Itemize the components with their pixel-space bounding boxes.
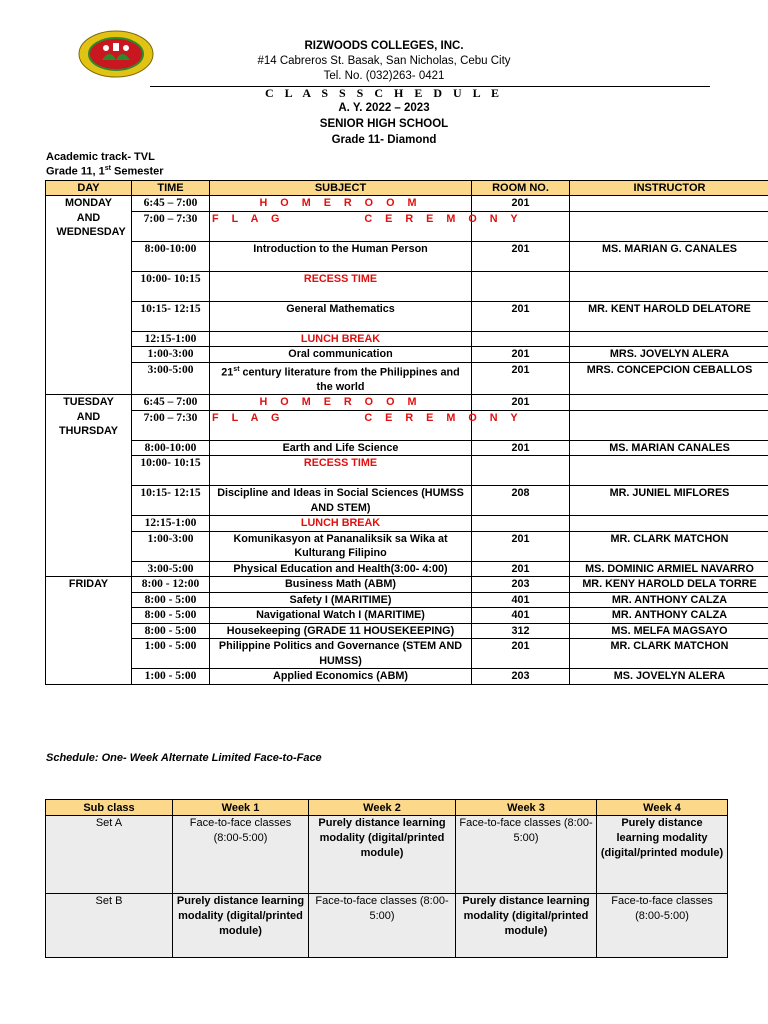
- header-subclass: Sub class: [46, 800, 173, 816]
- subject-cell: Physical Education and Health(3:00- 4:00): [210, 561, 472, 577]
- room-cell: 208: [472, 486, 570, 516]
- table-row: [46, 456, 768, 486]
- table-row: [46, 592, 768, 608]
- table-row: [46, 395, 768, 411]
- week-cell: Purely distance learning modality (digital/printed module): [597, 816, 728, 894]
- school-telephone: Tel. No. (032)263- 0421: [323, 70, 445, 82]
- alternate-schedule-table: [45, 799, 728, 958]
- subject-cell: F L A G C E R E M O N Y: [210, 211, 472, 241]
- subject-cell: Applied Economics (ABM): [210, 669, 472, 685]
- subject-cell: H O M E R O O M: [210, 395, 472, 411]
- instructor-cell: MRS. CONCEPCION CEBALLOS: [570, 362, 768, 395]
- time-cell: 8:00 - 5:00: [132, 608, 210, 624]
- time-cell: 12:15-1:00: [132, 516, 210, 532]
- time-cell: 8:00 - 5:00: [132, 592, 210, 608]
- time-cell: 1:00 - 5:00: [132, 669, 210, 685]
- table-row: [46, 639, 768, 669]
- table-row: [46, 486, 768, 516]
- subject-cell: RECESS TIME: [210, 271, 472, 301]
- time-cell: 8:00-10:00: [132, 440, 210, 456]
- instructor-cell: [570, 211, 768, 241]
- table-row: [46, 271, 768, 301]
- header-day: DAY: [46, 181, 132, 196]
- room-cell: 312: [472, 623, 570, 639]
- table-row: [46, 669, 768, 685]
- time-cell: 8:00-10:00: [132, 241, 210, 271]
- table-row: [46, 894, 728, 958]
- table-row: [46, 410, 768, 440]
- instructor-cell: MRS. JOVELYN ALERA: [570, 347, 768, 363]
- day-cell: MONDAY AND WEDNESDAY: [46, 196, 132, 395]
- time-cell: 10:00- 10:15: [132, 271, 210, 301]
- subclass-cell: Set B: [46, 894, 173, 958]
- table-row: [46, 241, 768, 271]
- room-cell: [472, 516, 570, 532]
- instructor-cell: MR. JUNIEL MIFLORES: [570, 486, 768, 516]
- time-cell: 7:00 – 7:30: [132, 211, 210, 241]
- subject-cell: Safety I (MARITIME): [210, 592, 472, 608]
- instructor-cell: MS. MELFA MAGSAYO: [570, 623, 768, 639]
- subject-cell: Navigational Watch I (MARITIME): [210, 608, 472, 624]
- subject-cell: Discipline and Ideas in Social Sciences (HUMSS AND STEM): [210, 486, 472, 516]
- room-cell: [472, 331, 570, 347]
- room-cell: [472, 271, 570, 301]
- header-week-1: Week 1: [173, 800, 309, 816]
- table-row: [46, 331, 768, 347]
- time-cell: 10:15- 12:15: [132, 301, 210, 331]
- week-cell: Face-to-face classes (8:00-5:00): [456, 816, 597, 894]
- room-cell: 201: [472, 440, 570, 456]
- table-header-row: [46, 800, 728, 816]
- day-cell: TUESDAY AND THURSDAY: [46, 395, 132, 577]
- instructor-cell: MR. ANTHONY CALZA: [570, 592, 768, 608]
- instructor-cell: [570, 456, 768, 486]
- header-week-2: Week 2: [309, 800, 456, 816]
- subject-cell: Business Math (ABM): [210, 577, 472, 593]
- time-cell: 7:00 – 7:30: [132, 410, 210, 440]
- table-row: [46, 608, 768, 624]
- header-instructor: INSTRUCTOR: [570, 181, 768, 196]
- instructor-cell: [570, 410, 768, 440]
- room-cell: 201: [472, 362, 570, 395]
- instructor-cell: [570, 331, 768, 347]
- subject-cell: F L A G C E R E M O N Y: [210, 410, 472, 440]
- room-cell: 401: [472, 608, 570, 624]
- time-cell: 10:00- 10:15: [132, 456, 210, 486]
- room-cell: 201: [472, 196, 570, 212]
- time-cell: 8:00 - 12:00: [132, 577, 210, 593]
- table-row: [46, 623, 768, 639]
- instructor-cell: MS. JOVELYN ALERA: [570, 669, 768, 685]
- instructor-cell: [570, 395, 768, 411]
- table-row: [46, 440, 768, 456]
- table-row: [46, 301, 768, 331]
- table-row: [46, 577, 768, 593]
- room-cell: 203: [472, 669, 570, 685]
- instructor-cell: MS. MARIAN CANALES: [570, 440, 768, 456]
- instructor-cell: MR. ANTHONY CALZA: [570, 608, 768, 624]
- subject-cell: Introduction to the Human Person: [210, 241, 472, 271]
- instructor-cell: MR. KENT HAROLD DELATORE: [570, 301, 768, 331]
- room-cell: 201: [472, 639, 570, 669]
- day-cell: FRIDAY: [46, 577, 132, 685]
- instructor-cell: [570, 271, 768, 301]
- week-cell: Face-to-face classes (8:00-5:00): [173, 816, 309, 894]
- time-cell: 3:00-5:00: [132, 561, 210, 577]
- subject-cell: General Mathematics: [210, 301, 472, 331]
- grade-section: Grade 11- Diamond: [331, 134, 437, 146]
- school-level: SENIOR HIGH SCHOOL: [319, 118, 449, 130]
- week-cell: Purely distance learning modality (digital/printed module): [173, 894, 309, 958]
- header-week-4: Week 4: [597, 800, 728, 816]
- school-name: RIZWOODS COLLEGES, INC.: [304, 40, 464, 52]
- room-cell: 201: [472, 561, 570, 577]
- time-cell: 1:00-3:00: [132, 531, 210, 561]
- table-row: [46, 531, 768, 561]
- week-cell: Purely distance learning modality (digital/printed module): [456, 894, 597, 958]
- table-row: [46, 362, 768, 395]
- time-cell: 3:00-5:00: [132, 362, 210, 395]
- instructor-cell: MS. MARIAN G. CANALES: [570, 241, 768, 271]
- subject-cell: Earth and Life Science: [210, 440, 472, 456]
- table-header-row: [46, 181, 768, 196]
- time-cell: 8:00 - 5:00: [132, 623, 210, 639]
- time-cell: 6:45 – 7:00: [132, 196, 210, 212]
- subject-cell: H O M E R O O M: [210, 196, 472, 212]
- table-row: [46, 816, 728, 894]
- time-cell: 6:45 – 7:00: [132, 395, 210, 411]
- table-row: [46, 196, 768, 212]
- academic-year: A. Y. 2022 – 2023: [338, 102, 430, 114]
- time-cell: 10:15- 12:15: [132, 486, 210, 516]
- table-row: [46, 347, 768, 363]
- week-cell: Face-to-face classes (8:00-5:00): [309, 894, 456, 958]
- header-subject: SUBJECT: [210, 181, 472, 196]
- time-cell: 12:15-1:00: [132, 331, 210, 347]
- room-cell: 201: [472, 395, 570, 411]
- subject-cell: Philippine Politics and Governance (STEM AND HUMSS): [210, 639, 472, 669]
- subject-cell: LUNCH BREAK: [210, 331, 472, 347]
- table-row: [46, 561, 768, 577]
- subject-cell: Oral communication: [210, 347, 472, 363]
- subject-cell: Housekeeping (GRADE 11 HOUSEKEEPING): [210, 623, 472, 639]
- instructor-cell: MR. KENY HAROLD DELA TORRE: [570, 577, 768, 593]
- instructor-cell: [570, 516, 768, 532]
- room-cell: 201: [472, 241, 570, 271]
- table-row: [46, 211, 768, 241]
- subject-cell: LUNCH BREAK: [210, 516, 472, 532]
- document-title: C L A S S S C H E D U L E: [264, 86, 504, 100]
- instructor-cell: MR. CLARK MATCHON: [570, 531, 768, 561]
- room-cell: 201: [472, 531, 570, 561]
- room-cell: 201: [472, 301, 570, 331]
- instructor-cell: MS. DOMINIC ARMIEL NAVARRO: [570, 561, 768, 577]
- school-address: #14 Cabreros St. Basak, San Nicholas, Cebu City: [257, 55, 511, 67]
- header-week-3: Week 3: [456, 800, 597, 816]
- schedule-note: Schedule: One- Week Alternate Limited Face-to-Face: [46, 752, 322, 764]
- room-cell: 401: [472, 592, 570, 608]
- subclass-cell: Set A: [46, 816, 173, 894]
- instructor-cell: MR. CLARK MATCHON: [570, 639, 768, 669]
- academic-track: Academic track- TVL: [46, 151, 155, 163]
- time-cell: 1:00-3:00: [132, 347, 210, 363]
- subject-cell: RECESS TIME: [210, 456, 472, 486]
- header-room: ROOM NO.: [472, 181, 570, 196]
- subject-cell: Komunikasyon at Pananaliksik sa Wika at Kulturang Filipino: [210, 531, 472, 561]
- instructor-cell: [570, 196, 768, 212]
- room-cell: 203: [472, 577, 570, 593]
- grade-semester: Grade 11, 1st Semester: [46, 165, 164, 178]
- table-row: [46, 516, 768, 532]
- class-schedule-table: [45, 180, 768, 685]
- week-cell: Purely distance learning modality (digital/printed module): [309, 816, 456, 894]
- week-cell: Face-to-face classes (8:00-5:00): [597, 894, 728, 958]
- room-cell: [472, 456, 570, 486]
- time-cell: 1:00 - 5:00: [132, 639, 210, 669]
- room-cell: 201: [472, 347, 570, 363]
- header-time: TIME: [132, 181, 210, 196]
- subject-cell: 21st century literature from the Philippines and the world: [210, 362, 472, 395]
